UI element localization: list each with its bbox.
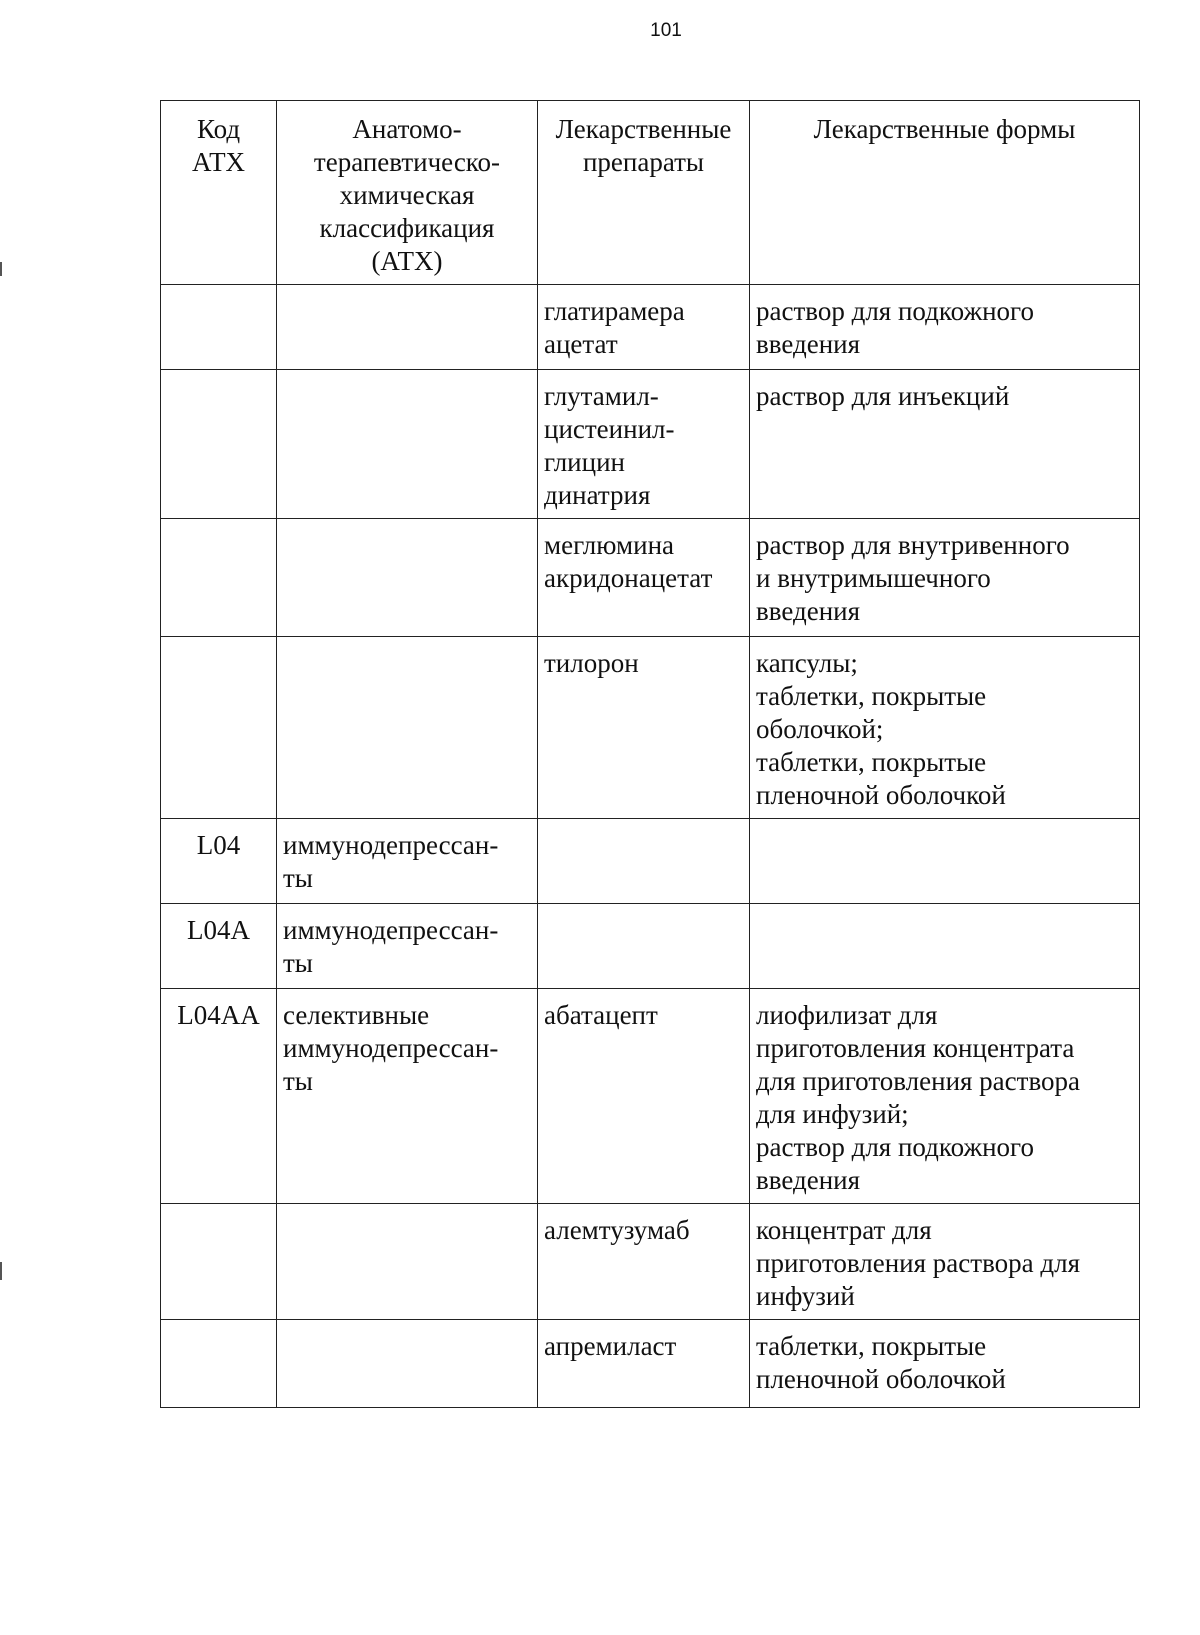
cell-text-line: (АТХ) [371,246,443,276]
dosage-forms-cell [750,370,1140,519]
cell-text-line: пленочной оболочкой [756,1364,1006,1394]
dosage-forms-cell [750,1320,1140,1408]
cell-text-line: цистеинил- [544,414,675,444]
atx-classification-cell [277,285,538,370]
table-row [161,904,1140,989]
atx-classification-cell [277,519,538,637]
cell-text-line: введения [756,1165,861,1195]
cell-text-line: введения [756,596,861,626]
header-classification [277,101,538,285]
dosage-forms-cell [750,285,1140,370]
atx-code-cell [161,637,277,819]
drug-name-cell [538,1320,750,1408]
atx-classification-cell [277,370,538,519]
cell-text-line: ацетат [544,329,618,359]
cell-text-line: классификация [319,213,495,243]
table-row [161,819,1140,904]
cell-text-line: абатацепт [544,1000,658,1030]
atx-code-cell [161,904,277,989]
drug-name-cell [538,285,750,370]
cell-text-line: АТХ [191,147,246,177]
cell-text-line: ты [283,1066,313,1096]
table-row [161,1204,1140,1320]
atx-code-cell [161,519,277,637]
cell-text-line: раствор для внутривенного [756,530,1070,560]
table-row [161,989,1140,1204]
atx-classification-cell [277,819,538,904]
drug-name-cell [538,989,750,1204]
cell-text-line: Лекарственные формы [813,114,1076,144]
cell-text-line: L04 [196,830,241,860]
table-row [161,637,1140,819]
cell-text-line: раствор для подкожного [756,296,1034,326]
dosage-forms-cell [750,519,1140,637]
cell-text-line: иммунодепрессан- [283,1033,499,1063]
table-row [161,519,1140,637]
cell-text-line: Лекарственные [555,114,732,144]
cell-text-line: апремиласт [544,1331,677,1361]
atx-classification-cell [277,1320,538,1408]
cell-text-line: глутамил- [544,381,659,411]
table-body [161,285,1140,1408]
cell-text-line: для приготовления раствора [756,1066,1080,1096]
drug-name-cell [538,637,750,819]
cell-text-line: раствор для подкожного [756,1132,1034,1162]
atx-classification-cell [277,1204,538,1320]
cell-text-line: таблетки, покрытые [756,681,987,711]
dosage-forms-cell [750,1204,1140,1320]
atx-code-cell [161,370,277,519]
atx-code-cell [161,285,277,370]
header-forms [750,101,1140,285]
cell-text-line: и внутримышечного [756,563,991,593]
cell-text-line: раствор для инъекций [756,381,1010,411]
drug-name-cell [538,1204,750,1320]
cell-text-line: селективные [283,1000,430,1030]
dosage-forms-cell [750,637,1140,819]
cell-text-line: алемтузумаб [544,1215,690,1245]
binding-edge-mark [0,262,2,276]
atx-code-cell [161,1204,277,1320]
cell-text-line: L04A [187,915,250,945]
table-row [161,285,1140,370]
cell-text-line: Код [196,114,241,144]
table-header-row [161,101,1140,285]
drug-name-cell [538,819,750,904]
header-drugs [538,101,750,285]
cell-text-line: динатрия [544,480,651,510]
cell-text-line: пленочной оболочкой [756,780,1006,810]
cell-text-line: акридонацетат [544,563,713,593]
cell-text-line: терапевтическо- [313,147,501,177]
cell-text-line: тилорон [544,648,639,678]
cell-text-line: таблетки, покрытые [756,747,987,777]
cell-text-line: для инфузий; [756,1099,909,1129]
cell-text-line: приготовления раствора для [756,1248,1080,1278]
drug-name-cell [538,904,750,989]
drug-name-cell [538,519,750,637]
page-number [0,20,1200,42]
page-number-text: 101 [650,20,682,41]
binding-edge-mark [0,1262,2,1280]
cell-text-line: ты [283,863,313,893]
table-row [161,1320,1140,1408]
atx-code-cell [161,989,277,1204]
cell-text-line: препараты [582,147,705,177]
cell-text-line: глатирамера [544,296,685,326]
cell-text-line: ты [283,948,313,978]
dosage-forms-cell [750,819,1140,904]
dosage-forms-cell [750,904,1140,989]
cell-text-line: оболочкой; [756,714,884,744]
header-code [161,101,277,285]
cell-text-line: химическая [339,180,475,210]
cell-text-line: введения [756,329,861,359]
cell-text-line: иммунодепрессан- [283,915,499,945]
atx-code-cell [161,1320,277,1408]
dosage-forms-cell [750,989,1140,1204]
cell-text-line: лиофилизат для [756,1000,938,1030]
atx-drug-table [160,100,1140,1408]
drug-name-cell [538,370,750,519]
cell-text-line: L04AA [177,1000,260,1030]
cell-text-line: таблетки, покрытые [756,1331,987,1361]
cell-text-line: приготовления концентрата [756,1033,1075,1063]
atx-classification-cell [277,989,538,1204]
atx-code-cell [161,819,277,904]
atx-classification-cell [277,904,538,989]
cell-text-line: глицин [544,447,625,477]
cell-text-line: иммунодепрессан- [283,830,499,860]
cell-text-line: инфузий [756,1281,855,1311]
cell-text-line: Анатомо- [352,114,462,144]
cell-text-line: капсулы; [756,648,858,678]
atx-classification-cell [277,637,538,819]
cell-text-line: меглюмина [544,530,675,560]
table-row [161,370,1140,519]
cell-text-line: концентрат для [756,1215,932,1245]
